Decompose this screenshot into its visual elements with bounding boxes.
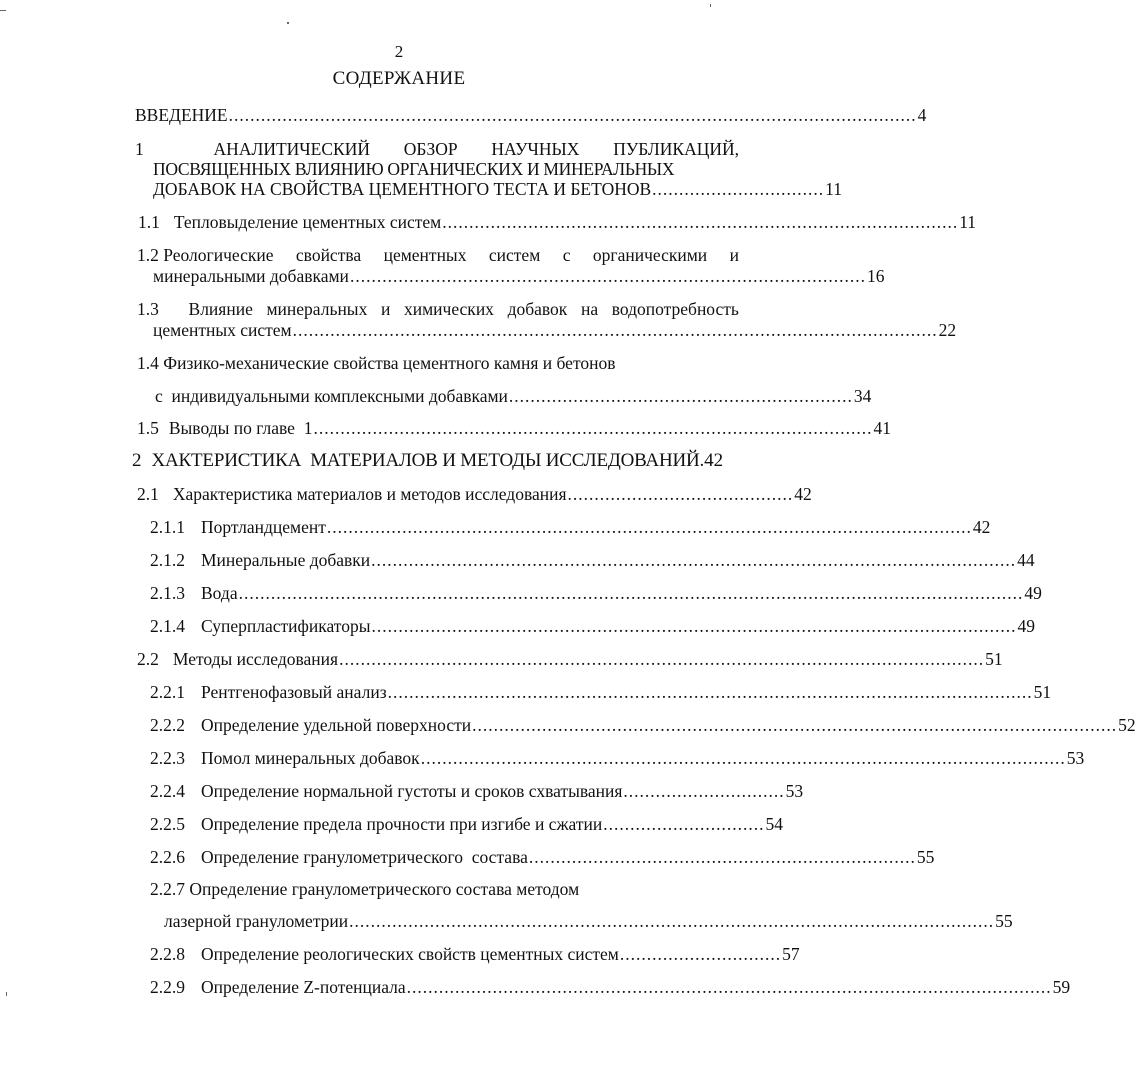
dot-leader: ........................................................................................................................: [349, 911, 995, 931]
toc-entry-1-1[interactable]: [138, 211, 977, 233]
toc-section-number: 2.1.1: [150, 517, 185, 537]
scan-speck: [0, 10, 6, 11]
dot-leader: ........................................................................................................................: [420, 748, 1066, 768]
toc-entry-2-2-1[interactable]: [150, 681, 1052, 703]
toc-page-number: 59: [1052, 977, 1071, 997]
toc-page-number: 41: [873, 418, 891, 438]
toc-entry-text: лазерной гранулометрии: [164, 911, 349, 931]
toc-page-number: 42: [704, 450, 724, 471]
toc-entry-text: ДОБАВОК НА СВОЙСТВА ЦЕМЕНТНОГО ТЕСТА И БЕТОНОВ: [153, 179, 652, 199]
toc-entry-text: Определение удельной поверхности: [201, 715, 472, 735]
toc-page-number: 4: [917, 105, 927, 125]
toc-section-number: 2.1.2: [150, 550, 185, 570]
toc-entry-text: Определение реологических свойств цементных систем: [201, 944, 619, 964]
toc-section-number: 2.2.9: [150, 977, 185, 997]
page-number: 2: [394, 42, 404, 61]
toc-page-number: 11: [825, 179, 843, 199]
toc-page-number: 51: [1033, 682, 1052, 702]
toc-entry-1-2-line2: [153, 265, 885, 287]
toc-chapter-number: 2: [132, 450, 142, 471]
toc-entry-1-3-line2: [153, 319, 957, 341]
toc-entry-text: Определение нормальной густоты и сроков схватывания: [201, 781, 623, 801]
dot-leader: ................................................................................................: [442, 212, 959, 232]
dot-leader: ..............................: [603, 814, 765, 834]
toc-entry-2-2-6[interactable]: [150, 846, 935, 868]
toc-entry-text: Тепловыделение цементных систем: [173, 212, 442, 232]
toc-entry-text: Определение Z-потенциала: [201, 977, 406, 997]
dot-leader: ..........................................: [567, 484, 794, 504]
dot-leader: ........................................................................................................................: [406, 977, 1052, 997]
word: с: [562, 245, 571, 265]
toc-entry-text: Выводы по главе 1: [168, 418, 313, 438]
toc-section-number: 2.2.6: [150, 847, 185, 867]
dot-leader: ........................................................................................................................: [326, 517, 972, 537]
toc-section-number: 2.2.5: [150, 814, 185, 834]
word: НАУЧНЫХ: [491, 139, 580, 159]
dot-leader: ................................................................: [508, 386, 853, 406]
scan-speck: [710, 4, 711, 7]
toc-page-number: 11: [959, 212, 977, 232]
word: ОБЗОР: [403, 139, 458, 159]
toc-page-number: 53: [785, 781, 804, 801]
dot-leader: ................................: [652, 179, 825, 199]
toc-entry-text: Характеристика материалов и методов исследования: [172, 484, 567, 504]
toc-entry-chapter-1-line3: [153, 178, 843, 200]
word: цементных: [383, 245, 467, 265]
word: и: [380, 299, 391, 319]
word: водопотребность: [611, 299, 739, 319]
toc-entry-text: Вода: [201, 583, 238, 603]
toc-entry-text: Минеральные добавки: [201, 550, 371, 570]
toc-entry-1-4-line2: [155, 385, 872, 407]
toc-entry-2-2-2[interactable]: [150, 714, 1136, 736]
dot-leader: ........................................................................................................: [313, 418, 873, 438]
dot-leader: ........................................................................................................................: [339, 649, 985, 669]
word: органическими: [592, 245, 708, 265]
toc-entry-chapter-2[interactable]: [132, 450, 739, 472]
toc-entry-text: ВВЕДЕНИЕ: [135, 105, 228, 125]
toc-page-number: 44: [1017, 550, 1035, 570]
page-title: СОДЕРЖАНИЕ: [332, 68, 466, 89]
dot-leader: ................................................................................................: [349, 266, 866, 286]
toc-entry-text: с индивидуальными комплексными добавками: [155, 386, 508, 406]
toc-section-number: 1.5: [137, 418, 159, 438]
word: систем: [488, 245, 541, 265]
toc-entry-2-1[interactable]: [137, 483, 812, 505]
toc-page-number: 54: [765, 814, 783, 834]
toc-page-number: 51: [985, 649, 1003, 669]
toc-page-number: 57: [782, 944, 800, 964]
toc-page-number: 53: [1066, 748, 1085, 768]
scan-speck: [287, 22, 289, 24]
toc-section-number: 2.1: [137, 484, 159, 504]
toc-entry-text: Определение гранулометрического состава: [201, 847, 528, 867]
toc-entry-text: Рентгенофазовый анализ: [201, 682, 387, 702]
dot-leader: ........................................................................................................................: [292, 320, 938, 340]
toc-entry-2-2-7-line1[interactable]: 2.2.7 Определение гранулометрического состава методом: [150, 879, 580, 899]
toc-page-number: 49: [1024, 583, 1042, 603]
dot-leader: ........................................................................................................................: [371, 550, 1017, 570]
word: и: [729, 245, 739, 265]
toc-entry-1-3-line1[interactable]: [137, 298, 739, 320]
toc-page-number: 52: [1118, 715, 1136, 735]
toc-entry-2-1-2[interactable]: [150, 549, 1035, 571]
toc-page-number: 34: [853, 386, 872, 406]
toc-entry-1-5[interactable]: [137, 417, 891, 439]
toc-section-number: 2.2.2: [150, 715, 185, 735]
toc-page-number: 55: [995, 911, 1013, 931]
toc-entry-text: Суперпластификаторы: [201, 616, 371, 636]
toc-page-number: 55: [916, 847, 935, 867]
toc-entry-text: Помол минеральных добавок: [201, 748, 420, 768]
word: 1.3: [137, 299, 159, 319]
dot-leader: ........................................................................................................................: [472, 715, 1118, 735]
word: добавок: [507, 299, 568, 319]
word: минеральных: [266, 299, 368, 319]
toc-entry-chapter-1-line1[interactable]: [135, 138, 739, 160]
scan-speck: [6, 992, 7, 996]
dot-leader: ........................................................................: [528, 847, 916, 867]
toc-section-number: 2.2.1: [150, 682, 185, 702]
toc-entry-text: Портландцемент: [201, 517, 326, 537]
word: ПУБЛИКАЦИЙ,: [613, 139, 739, 159]
toc-entry-chapter-1-line2: ПОСВЯЩЕННЫХ ВЛИЯНИЮ ОРГАНИЧЕСКИХ И МИНЕРАЛЬНЫХ: [153, 159, 675, 179]
toc-chapter-number: 1: [135, 139, 144, 159]
toc-entry-2-2-5[interactable]: [150, 813, 783, 835]
toc-section-number: 2.2.4: [150, 781, 185, 801]
toc-section-number: 2.2.8: [150, 944, 185, 964]
toc-page-number: 42: [794, 484, 812, 504]
toc-entry-text: Методы исследования: [172, 649, 339, 669]
toc-entry-text: Определение предела прочности при изгибе и сжатии: [201, 814, 603, 834]
word: АНАЛИТИЧЕСКИЙ: [213, 139, 370, 159]
toc-entry-intro[interactable]: [135, 104, 927, 126]
toc-entry-2-2[interactable]: [137, 648, 1003, 670]
toc-entry-2-2-8[interactable]: [150, 943, 800, 965]
word: химических: [403, 299, 494, 319]
toc-section-number: 1.1: [138, 212, 160, 232]
word: на: [580, 299, 599, 319]
toc-entry-1-4-line1[interactable]: 1.4 Физико-механические свойства цементного камня и бетонов: [137, 353, 616, 373]
toc-page-number: 42: [972, 517, 991, 537]
dot-leader: ..............................: [623, 781, 785, 801]
toc-section-number: 2.2.3: [150, 748, 185, 768]
toc-entry-text: минеральными добавками: [153, 266, 349, 286]
toc-entry-2-2-9[interactable]: [150, 976, 1071, 998]
toc-section-number: 2.1.3: [150, 583, 185, 603]
toc-section-number: 2.2: [137, 649, 159, 669]
toc-entry-2-1-3[interactable]: [150, 582, 1042, 604]
toc-page-number: 49: [1017, 616, 1035, 636]
word: Влияние: [188, 299, 253, 319]
toc-entry-2-1-1[interactable]: [150, 516, 991, 538]
dot-leader: ..............................: [619, 944, 782, 964]
word: свойства: [295, 245, 362, 265]
toc-entry-2-2-3[interactable]: [150, 747, 1085, 769]
toc-entry-text: ХАКТЕРИСТИКА МАТЕРИАЛОВ И МЕТОДЫ ИССЛЕДОВАНИЙ.: [151, 450, 705, 471]
dot-leader: ........................................................................................................................: [371, 616, 1017, 636]
dot-leader: ................................................................................................................................: [228, 105, 917, 125]
dot-leader: ..................................................................................................................................................: [238, 583, 1024, 603]
dot-leader: ........................................................................................................................: [387, 682, 1033, 702]
toc-entry-1-2-line1[interactable]: [137, 244, 739, 266]
toc-page-number: 22: [938, 320, 957, 340]
toc-entry-text: цементных систем: [153, 320, 292, 340]
toc-entry-2-2-4[interactable]: [150, 780, 804, 802]
toc-entry-2-1-4[interactable]: [150, 615, 1035, 637]
toc-entry-2-2-7-line2: [164, 910, 1013, 932]
word: 1.2 Реологические: [137, 245, 274, 265]
toc-page-number: 16: [866, 266, 885, 286]
toc-section-number: 2.1.4: [150, 616, 185, 636]
